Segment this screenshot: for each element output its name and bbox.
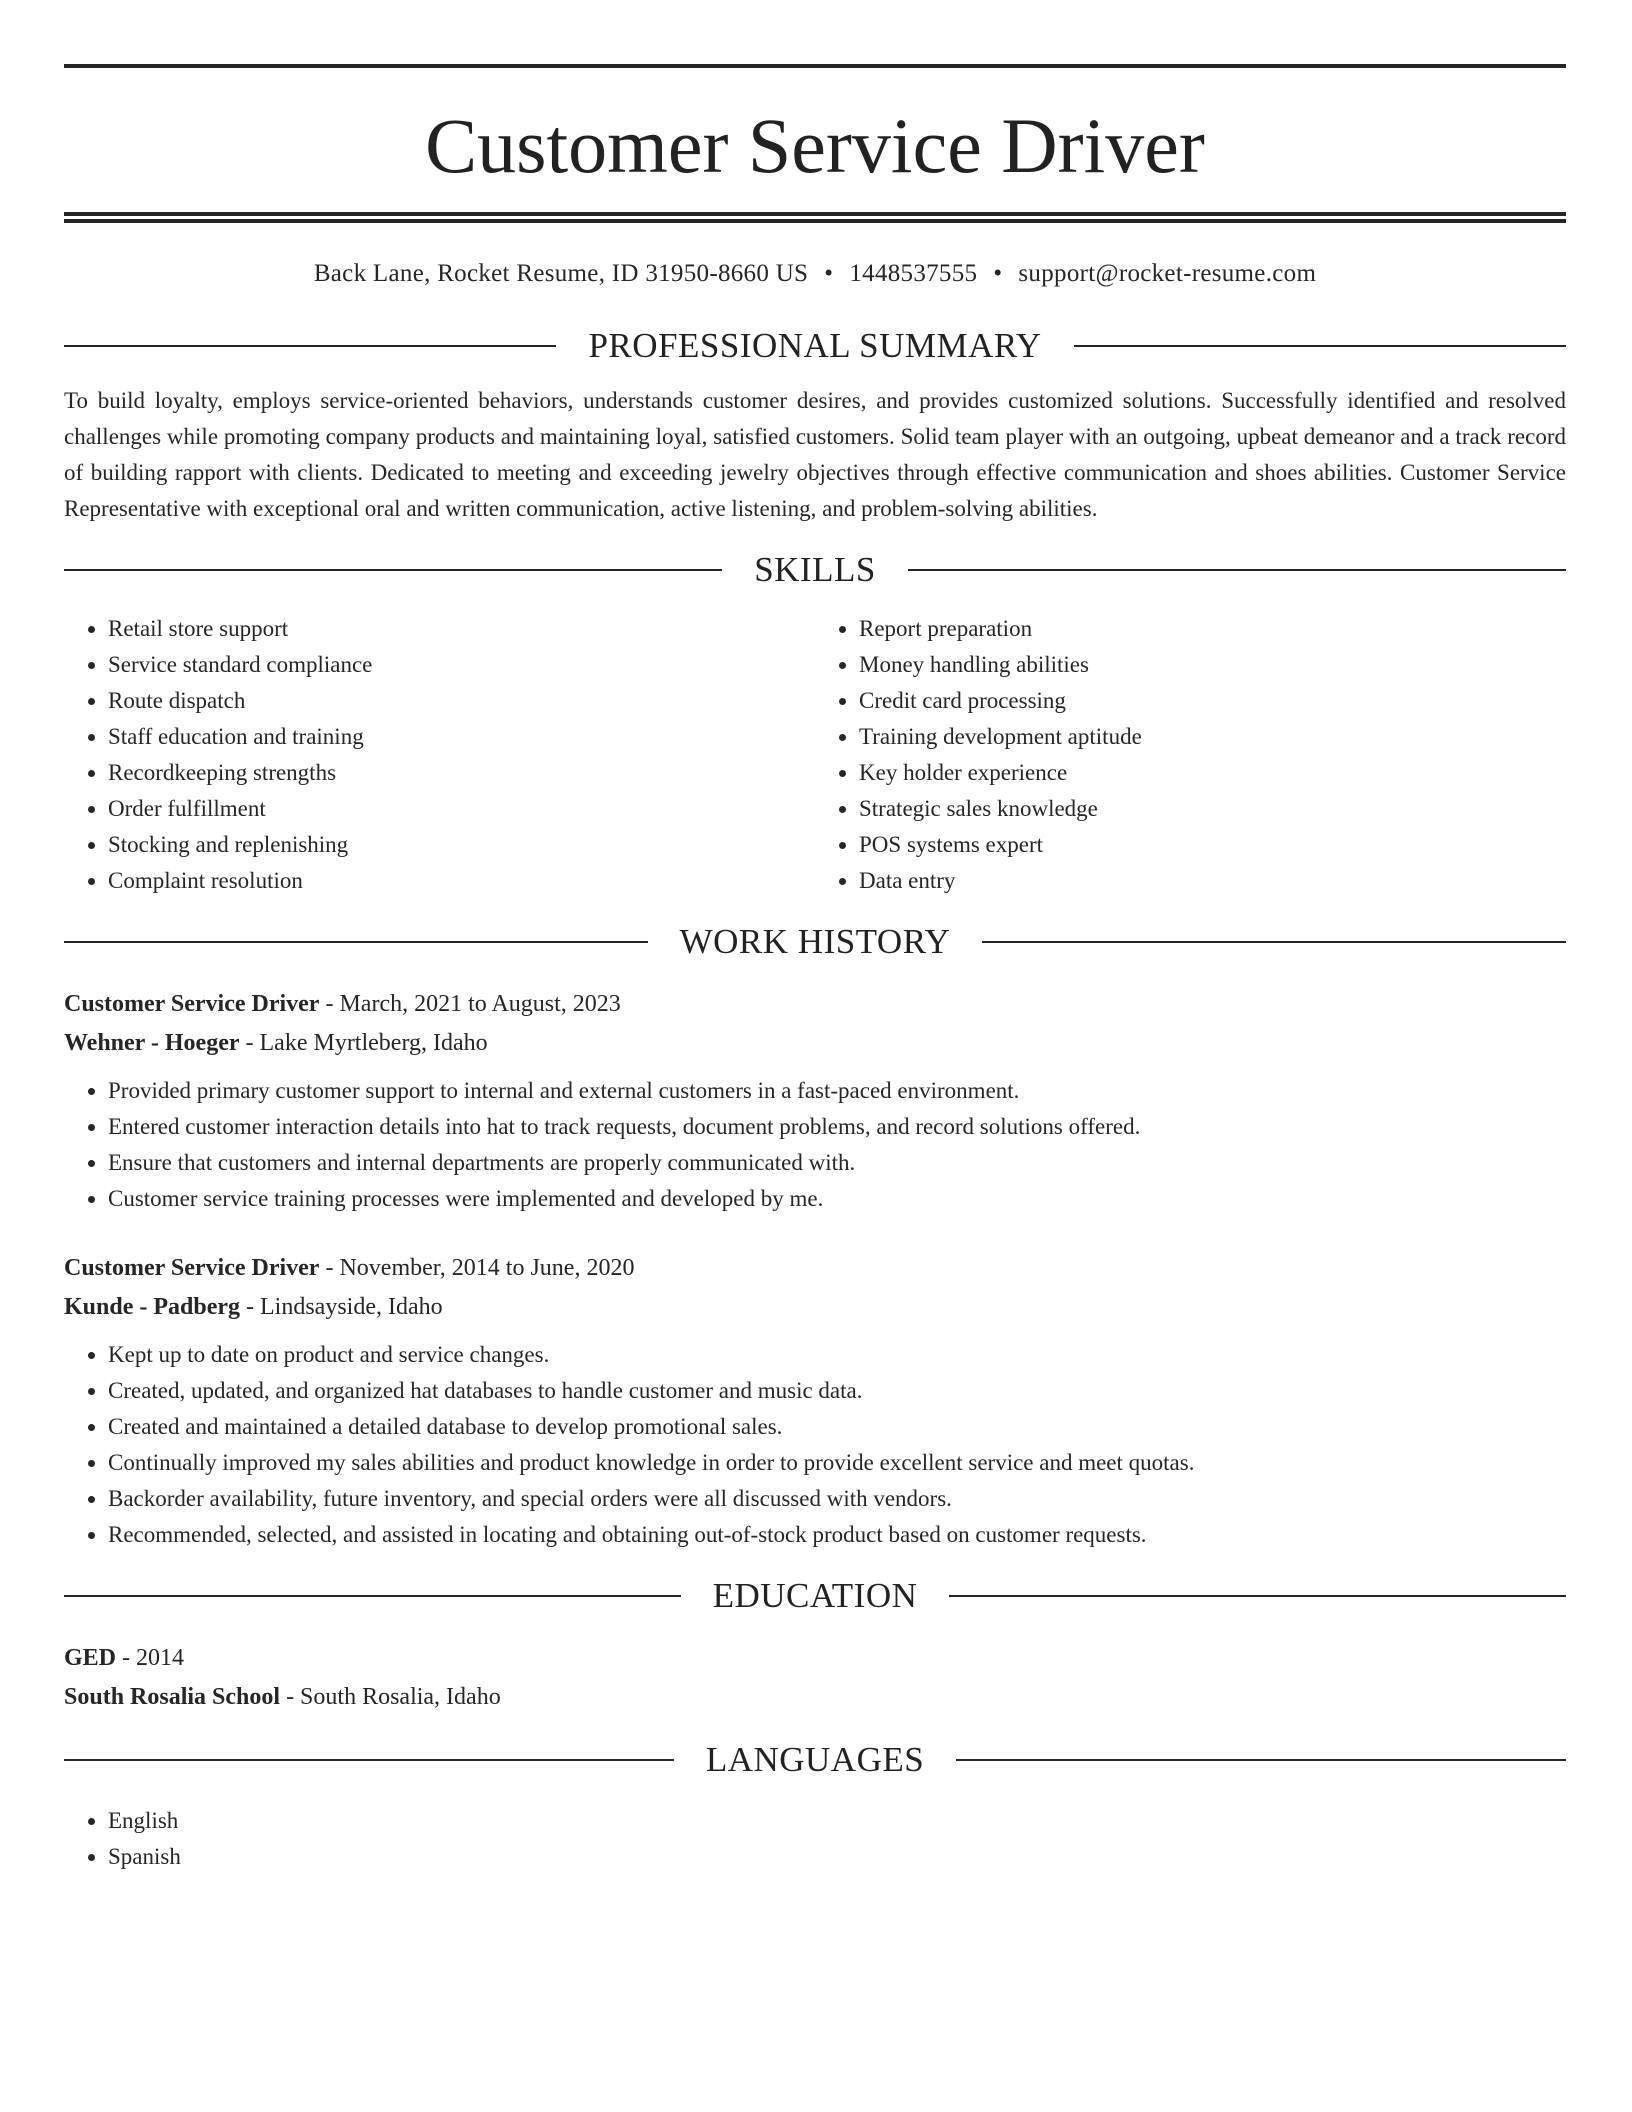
title-double-rule xyxy=(64,212,1566,223)
skills-grid xyxy=(64,611,1566,899)
skill-item: • Money handling abilities xyxy=(859,647,1566,683)
skill-item: • Stocking and replenishing xyxy=(108,827,815,863)
education-school-line xyxy=(64,1678,1566,1717)
job-title-line xyxy=(64,1249,1566,1288)
job-bullet: • Recommended, selected, and assisted in locating and obtaining out-of-stock product based on customer requests. xyxy=(108,1517,1566,1553)
section-rule xyxy=(64,1759,674,1761)
section-rule xyxy=(1074,345,1566,347)
contact-phone: 1448537555 xyxy=(849,260,978,287)
education-year: - 2014 xyxy=(116,1645,185,1671)
resume-title: Customer Service Driver xyxy=(425,102,1205,189)
section-header-languages xyxy=(64,1737,1566,1783)
skill-item: • Data entry xyxy=(859,863,1566,899)
section-rule xyxy=(982,941,1566,943)
contact-separator: • xyxy=(993,260,1003,287)
section-rule xyxy=(64,345,556,347)
skill-item: • Complaint resolution xyxy=(108,863,815,899)
section-rule xyxy=(64,941,648,943)
skill-item: • POS systems expert xyxy=(859,827,1566,863)
job-company: Kunde - Padberg xyxy=(64,1294,241,1320)
skill-item: • Service standard compliance xyxy=(108,647,815,683)
job-title: Customer Service Driver xyxy=(64,1255,320,1281)
job-company-line xyxy=(64,1288,1566,1327)
section-title: WORK HISTORY xyxy=(679,922,951,961)
education-entry xyxy=(64,1639,1566,1717)
language-item: • Spanish xyxy=(108,1839,1566,1875)
skill-item: • Key holder experience xyxy=(859,755,1566,791)
job-dates: - March, 2021 to August, 2023 xyxy=(319,991,621,1017)
job-bullet: • Continually improved my sales abilities and product knowledge in order to provide excellent service and meet quotas. xyxy=(108,1445,1566,1481)
section-title: PROFESSIONAL SUMMARY xyxy=(588,326,1042,365)
section-rule xyxy=(956,1759,1566,1761)
skill-item: • Retail store support xyxy=(108,611,815,647)
job-dates: - November, 2014 to June, 2020 xyxy=(319,1255,635,1281)
job-bullet: • Created, updated, and organized hat databases to handle customer and music data. xyxy=(108,1373,1566,1409)
summary-text: To build loyalty, employs service-oriented behaviors, understands customer desires, and provides customized solutions. Successfully identified and resolved challenges while promoting company products and maintaining loyal, satisfied customers. Solid team player with an outgoing, upbeat demeanor and a track record of building rapport with clients. Dedicated to meeting and exceeding jewelry objectives through effective communication and shoes abilities. Customer Service Representative with exceptional oral and written communication, active listening, and problem-solving abilities. xyxy=(64,388,1566,521)
section-header-work xyxy=(64,919,1566,965)
skill-item: • Credit card processing xyxy=(859,683,1566,719)
job-location: - Lindsayside, Idaho xyxy=(240,1294,443,1320)
skill-item: • Report preparation xyxy=(859,611,1566,647)
job-bullet: • Backorder availability, future inventory, and special orders were all discussed with vendors. xyxy=(108,1481,1566,1517)
skill-item: • Staff education and training xyxy=(108,719,815,755)
job-title: Customer Service Driver xyxy=(64,991,320,1017)
job-bullet: • Created and maintained a detailed database to develop promotional sales. xyxy=(108,1409,1566,1445)
section-rule xyxy=(64,1595,681,1597)
job-bullets xyxy=(64,1073,1566,1217)
resume-page xyxy=(64,64,1566,1875)
skill-item: • Order fulfillment xyxy=(108,791,815,827)
contact-separator: • xyxy=(824,260,834,287)
section-rule xyxy=(949,1595,1566,1597)
job-bullet: • Provided primary customer support to internal and external customers in a fast-paced environment. xyxy=(108,1073,1566,1109)
skills-list-right xyxy=(815,611,1566,899)
education-degree: GED xyxy=(64,1645,117,1671)
job-company-line xyxy=(64,1024,1566,1063)
job-bullet: • Customer service training processes were implemented and developed by me. xyxy=(108,1181,1566,1217)
section-header-education xyxy=(64,1573,1566,1619)
job-entry xyxy=(64,1249,1566,1553)
education-degree-line xyxy=(64,1639,1566,1678)
skill-item: • Training development aptitude xyxy=(859,719,1566,755)
section-rule xyxy=(908,569,1566,571)
education-location: - South Rosalia, Idaho xyxy=(280,1684,501,1710)
contact-address: Back Lane, Rocket Resume, ID 31950-8660 US xyxy=(313,260,809,287)
section-rule xyxy=(64,569,722,571)
languages-list xyxy=(64,1803,1566,1875)
education-school: South Rosalia School xyxy=(64,1684,281,1710)
section-title: LANGUAGES xyxy=(705,1740,925,1779)
section-title: EDUCATION xyxy=(712,1576,918,1615)
section-header-skills xyxy=(64,547,1566,593)
top-rule xyxy=(64,64,1566,68)
job-location: - Lake Myrtleberg, Idaho xyxy=(239,1030,488,1056)
language-item: • English xyxy=(108,1803,1566,1839)
skill-item: • Recordkeeping strengths xyxy=(108,755,815,791)
job-company: Wehner - Hoeger xyxy=(64,1030,240,1056)
job-bullet: • Kept up to date on product and service changes. xyxy=(108,1337,1566,1373)
job-bullets xyxy=(64,1337,1566,1553)
skills-list-left xyxy=(64,611,815,899)
job-title-line xyxy=(64,985,1566,1024)
section-header-summary xyxy=(64,323,1566,369)
contact-email: support@rocket-resume.com xyxy=(1018,260,1317,287)
job-bullet: • Entered customer interaction details into hat to track requests, document problems, and record solutions offered. xyxy=(108,1109,1566,1145)
skill-item: • Strategic sales knowledge xyxy=(859,791,1566,827)
job-bullet: • Ensure that customers and internal departments are properly communicated with. xyxy=(108,1145,1566,1181)
section-title: SKILLS xyxy=(754,550,876,589)
contact-line xyxy=(64,259,1566,289)
skill-item: • Route dispatch xyxy=(108,683,815,719)
job-entry xyxy=(64,985,1566,1217)
